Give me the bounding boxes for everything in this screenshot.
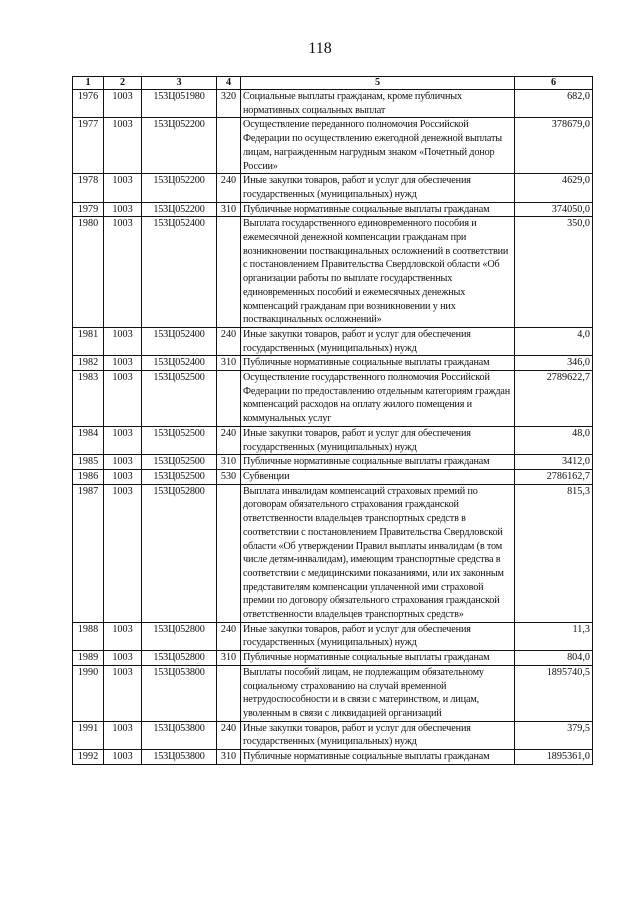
description-cell: Публичные нормативные социальные выплаты гражданам [241, 455, 515, 470]
table-row [73, 750, 593, 765]
target-article-cell: 153Ц053800 [142, 750, 217, 765]
expense-type-cell: 310 [217, 455, 241, 470]
amount-cell: 378679,0 [515, 118, 593, 174]
expense-type-cell: 240 [217, 426, 241, 454]
expense-type-cell [217, 217, 241, 328]
section-code-cell: 1003 [104, 118, 142, 174]
table-row [73, 118, 593, 174]
section-code-cell: 1003 [104, 665, 142, 721]
description-cell: Иные закупки товаров, работ и услуг для обеспечения государственных (муниципальных) нужд [241, 327, 515, 355]
column-header: 3 [142, 77, 217, 90]
row-number-cell: 1985 [73, 455, 104, 470]
target-article-cell: 153Ц052200 [142, 202, 217, 217]
section-code-cell: 1003 [104, 721, 142, 749]
row-number-cell: 1986 [73, 469, 104, 484]
row-number-cell: 1982 [73, 356, 104, 371]
table-row [73, 622, 593, 650]
row-number-cell: 1984 [73, 426, 104, 454]
expense-type-cell: 240 [217, 174, 241, 202]
section-code-cell: 1003 [104, 356, 142, 371]
target-article-cell: 153Ц053800 [142, 665, 217, 721]
description-cell: Осуществление государственного полномочия Российской Федерации по предоставлению отдельным категориям граждан компенсаций расходов на оплату жилого помещения и коммунальных услуг [241, 371, 515, 427]
expense-type-cell: 240 [217, 327, 241, 355]
expense-type-cell [217, 118, 241, 174]
target-article-cell: 153Ц052500 [142, 455, 217, 470]
target-article-cell: 153Ц052400 [142, 327, 217, 355]
section-code-cell: 1003 [104, 469, 142, 484]
section-code-cell: 1003 [104, 455, 142, 470]
amount-cell: 379,5 [515, 721, 593, 749]
row-number-cell: 1988 [73, 622, 104, 650]
table-row [73, 90, 593, 118]
section-code-cell: 1003 [104, 622, 142, 650]
description-cell: Иные закупки товаров, работ и услуг для обеспечения государственных (муниципальных) нужд [241, 426, 515, 454]
target-article-cell: 153Ц053800 [142, 721, 217, 749]
description-cell: Социальные выплаты гражданам, кроме публичных нормативных социальных выплат [241, 90, 515, 118]
target-article-cell: 153Ц052800 [142, 622, 217, 650]
description-cell: Осуществление переданного полномочия Российской Федерации по осуществлению ежегодной денежной выплаты лицам, награжденным нагрудным знаком «Почетный донор России» [241, 118, 515, 174]
amount-cell: 4,0 [515, 327, 593, 355]
row-number-cell: 1989 [73, 651, 104, 666]
table-body [73, 90, 593, 765]
description-cell: Публичные нормативные социальные выплаты гражданам [241, 356, 515, 371]
expense-type-cell: 240 [217, 721, 241, 749]
expense-type-cell: 310 [217, 750, 241, 765]
table-row [73, 217, 593, 328]
expense-type-cell: 240 [217, 622, 241, 650]
section-code-cell: 1003 [104, 750, 142, 765]
column-header: 6 [515, 77, 593, 90]
section-code-cell: 1003 [104, 217, 142, 328]
row-number-cell: 1976 [73, 90, 104, 118]
table-row [73, 651, 593, 666]
table-row [73, 484, 593, 622]
row-number-cell: 1987 [73, 484, 104, 622]
target-article-cell: 153Ц052200 [142, 118, 217, 174]
amount-cell: 1895361,0 [515, 750, 593, 765]
expense-type-cell [217, 665, 241, 721]
target-article-cell: 153Ц052800 [142, 651, 217, 666]
row-number-cell: 1981 [73, 327, 104, 355]
table-row [73, 371, 593, 427]
row-number-cell: 1983 [73, 371, 104, 427]
column-header: 4 [217, 77, 241, 90]
description-cell: Публичные нормативные социальные выплаты гражданам [241, 202, 515, 217]
page-number: 118 [308, 40, 332, 57]
target-article-cell: 153Ц052200 [142, 174, 217, 202]
expense-type-cell: 530 [217, 469, 241, 484]
row-number-cell: 1980 [73, 217, 104, 328]
amount-cell: 374050,0 [515, 202, 593, 217]
amount-cell: 346,0 [515, 356, 593, 371]
table-row [73, 327, 593, 355]
section-code-cell: 1003 [104, 426, 142, 454]
section-code-cell: 1003 [104, 90, 142, 118]
description-cell: Иные закупки товаров, работ и услуг для обеспечения государственных (муниципальных) нужд [241, 174, 515, 202]
amount-cell: 4629,0 [515, 174, 593, 202]
expense-type-cell [217, 371, 241, 427]
column-header: 1 [73, 77, 104, 90]
target-article-cell: 153Ц052500 [142, 469, 217, 484]
table-row [73, 665, 593, 721]
column-header: 5 [241, 77, 515, 90]
target-article-cell: 153Ц052500 [142, 426, 217, 454]
expense-type-cell: 310 [217, 202, 241, 217]
description-cell: Субвенции [241, 469, 515, 484]
amount-cell: 11,3 [515, 622, 593, 650]
expense-type-cell: 320 [217, 90, 241, 118]
row-number-cell: 1990 [73, 665, 104, 721]
description-cell: Выплата инвалидам компенсаций страховых премий по договорам обязательного страхования гражданской ответственности владельцев транспортных средств в соответствии с постановлением Правительства Свердловской области «Об утверждении Правил выплаты инвалидам (в том числе детям-инвалидам), имеющим транспортные средства в соответствии с медицинскими показаниями, или их законным представителям компенсации уплаченной ими страховой премии по договору обязательного страхования гражданской ответственности владельцев транспортных средств» [241, 484, 515, 622]
expense-type-cell: 310 [217, 651, 241, 666]
table-row [73, 356, 593, 371]
section-code-cell: 1003 [104, 371, 142, 427]
amount-cell: 815,3 [515, 484, 593, 622]
target-article-cell: 153Ц051980 [142, 90, 217, 118]
amount-cell: 350,0 [515, 217, 593, 328]
description-cell: Выплата государственного единовременного пособия и ежемесячной денежной компенсации гражданам при возникновении поствакцинальных осложнений в соответствии с постановлением Правительства Свердловской области «Об организации работы по выплате государственных единовременных пособий и ежемесячных денежных компенсаций гражданам при возникновении у них поствакцинальных осложнений» [241, 217, 515, 328]
description-cell: Публичные нормативные социальные выплаты гражданам [241, 750, 515, 765]
amount-cell: 1895740,5 [515, 665, 593, 721]
description-cell: Выплаты пособий лицам, не подлежащим обязательному социальному страхованию на случай временной нетрудоспособности и в связи с материнством, и лицам, уволенным в связи с ликвидацией организаций [241, 665, 515, 721]
table-row [73, 469, 593, 484]
description-cell: Иные закупки товаров, работ и услуг для обеспечения государственных (муниципальных) нужд [241, 622, 515, 650]
amount-cell: 2786162,7 [515, 469, 593, 484]
target-article-cell: 153Ц052400 [142, 217, 217, 328]
row-number-cell: 1978 [73, 174, 104, 202]
target-article-cell: 153Ц052800 [142, 484, 217, 622]
target-article-cell: 153Ц052400 [142, 356, 217, 371]
amount-cell: 3412,0 [515, 455, 593, 470]
amount-cell: 48,0 [515, 426, 593, 454]
table-row [73, 721, 593, 749]
row-number-cell: 1979 [73, 202, 104, 217]
column-header: 2 [104, 77, 142, 90]
table-row [73, 455, 593, 470]
description-cell: Иные закупки товаров, работ и услуг для обеспечения государственных (муниципальных) нужд [241, 721, 515, 749]
amount-cell: 804,0 [515, 651, 593, 666]
expense-type-cell: 310 [217, 356, 241, 371]
expense-type-cell [217, 484, 241, 622]
description-cell: Публичные нормативные социальные выплаты гражданам [241, 651, 515, 666]
row-number-cell: 1992 [73, 750, 104, 765]
section-code-cell: 1003 [104, 327, 142, 355]
amount-cell: 2789622,7 [515, 371, 593, 427]
target-article-cell: 153Ц052500 [142, 371, 217, 427]
section-code-cell: 1003 [104, 174, 142, 202]
row-number-cell: 1991 [73, 721, 104, 749]
section-code-cell: 1003 [104, 651, 142, 666]
section-code-cell: 1003 [104, 202, 142, 217]
budget-table [72, 76, 593, 765]
header-row [73, 77, 593, 90]
section-code-cell: 1003 [104, 484, 142, 622]
amount-cell: 682,0 [515, 90, 593, 118]
table-row [73, 174, 593, 202]
table-row [73, 426, 593, 454]
table-row [73, 202, 593, 217]
row-number-cell: 1977 [73, 118, 104, 174]
